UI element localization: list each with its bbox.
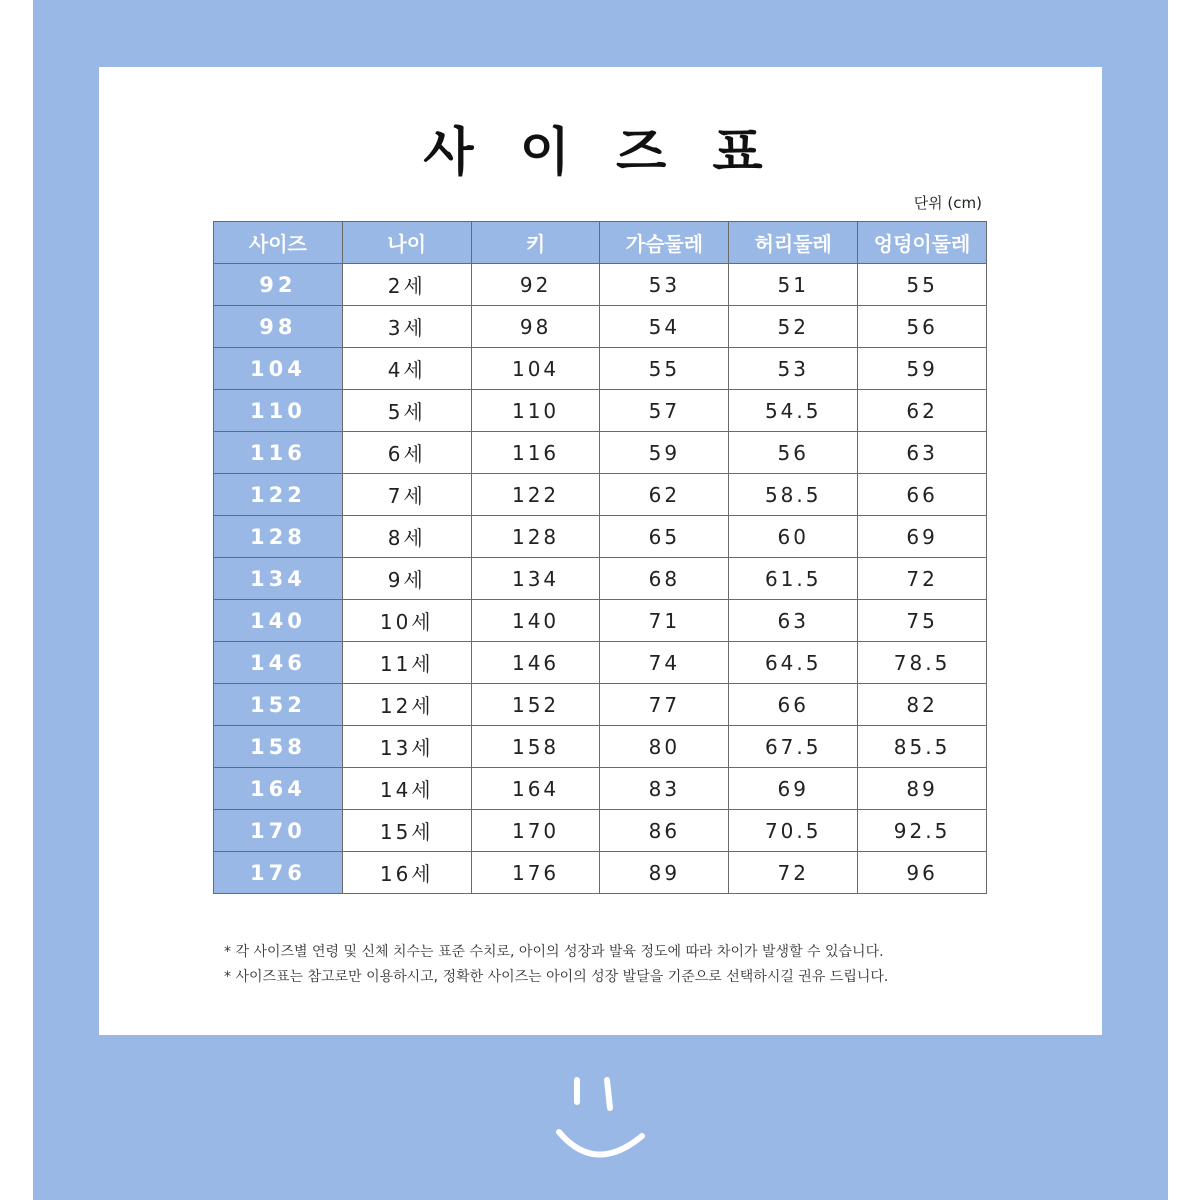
cell-size: 104 — [214, 348, 343, 390]
cell-height: 92 — [471, 264, 600, 306]
header-hip: 엉덩이둘레 — [858, 222, 987, 264]
table-row — [214, 432, 987, 474]
cell-hip: 92.5 — [858, 810, 987, 852]
cell-age: 12세 — [342, 684, 471, 726]
cell-chest: 54 — [600, 306, 729, 348]
cell-hip: 59 — [858, 348, 987, 390]
cell-waist: 52 — [729, 306, 858, 348]
cell-height: 122 — [471, 474, 600, 516]
cell-waist: 60 — [729, 516, 858, 558]
cell-chest: 77 — [600, 684, 729, 726]
cell-chest: 65 — [600, 516, 729, 558]
cell-age: 6세 — [342, 432, 471, 474]
cell-height: 146 — [471, 642, 600, 684]
cell-size: 176 — [214, 852, 343, 894]
cell-height: 104 — [471, 348, 600, 390]
cell-waist: 51 — [729, 264, 858, 306]
cell-size: 122 — [214, 474, 343, 516]
size-table — [213, 221, 987, 894]
cell-hip: 72 — [858, 558, 987, 600]
table-row — [214, 768, 987, 810]
cell-waist: 56 — [729, 432, 858, 474]
page-title: 사 이 즈 표 — [423, 123, 777, 183]
notes — [224, 940, 888, 990]
cell-waist: 70.5 — [729, 810, 858, 852]
table-row — [214, 852, 987, 894]
cell-hip: 82 — [858, 684, 987, 726]
table-row — [214, 810, 987, 852]
cell-waist: 64.5 — [729, 642, 858, 684]
table-body — [214, 264, 987, 894]
cell-chest: 89 — [600, 852, 729, 894]
cell-hip: 96 — [858, 852, 987, 894]
cell-age: 4세 — [342, 348, 471, 390]
cell-size: 152 — [214, 684, 343, 726]
cell-hip: 89 — [858, 768, 987, 810]
cell-height: 116 — [471, 432, 600, 474]
header-waist: 허리둘레 — [729, 222, 858, 264]
cell-size: 134 — [214, 558, 343, 600]
cell-waist: 53 — [729, 348, 858, 390]
cell-height: 98 — [471, 306, 600, 348]
cell-size: 92 — [214, 264, 343, 306]
cell-size: 140 — [214, 600, 343, 642]
cell-height: 134 — [471, 558, 600, 600]
table-row — [214, 516, 987, 558]
cell-size: 158 — [214, 726, 343, 768]
table-row — [214, 474, 987, 516]
cell-height: 140 — [471, 600, 600, 642]
cell-waist: 67.5 — [729, 726, 858, 768]
cell-age: 13세 — [342, 726, 471, 768]
cell-chest: 55 — [600, 348, 729, 390]
header-size: 사이즈 — [214, 222, 343, 264]
smiley-icon — [550, 1070, 650, 1170]
table-row — [214, 642, 987, 684]
table-row — [214, 390, 987, 432]
cell-waist: 61.5 — [729, 558, 858, 600]
table-row — [214, 264, 987, 306]
cell-chest: 68 — [600, 558, 729, 600]
cell-age: 9세 — [342, 558, 471, 600]
table-row — [214, 558, 987, 600]
cell-size: 146 — [214, 642, 343, 684]
cell-chest: 86 — [600, 810, 729, 852]
cell-age: 16세 — [342, 852, 471, 894]
cell-chest: 83 — [600, 768, 729, 810]
cell-size: 110 — [214, 390, 343, 432]
cell-age: 10세 — [342, 600, 471, 642]
cell-waist: 58.5 — [729, 474, 858, 516]
cell-hip: 62 — [858, 390, 987, 432]
cell-waist: 72 — [729, 852, 858, 894]
cell-waist: 66 — [729, 684, 858, 726]
header-height: 키 — [471, 222, 600, 264]
header-age: 나이 — [342, 222, 471, 264]
table-row — [214, 600, 987, 642]
cell-age: 3세 — [342, 306, 471, 348]
cell-height: 170 — [471, 810, 600, 852]
cell-height: 110 — [471, 390, 600, 432]
unit-label: 단위 (cm) — [913, 194, 982, 212]
cell-waist: 63 — [729, 600, 858, 642]
cell-chest: 74 — [600, 642, 729, 684]
table-header-row — [214, 222, 987, 264]
note-line: * 각 사이즈별 연령 및 신체 치수는 표준 수치로, 아이의 성장과 발육 정도에 따라 차이가 발생할 수 있습니다. — [224, 944, 884, 960]
cell-hip: 56 — [858, 306, 987, 348]
cell-height: 128 — [471, 516, 600, 558]
cell-chest: 57 — [600, 390, 729, 432]
cell-age: 2세 — [342, 264, 471, 306]
header-chest: 가슴둘레 — [600, 222, 729, 264]
cell-waist: 54.5 — [729, 390, 858, 432]
cell-chest: 71 — [600, 600, 729, 642]
cell-height: 152 — [471, 684, 600, 726]
cell-hip: 66 — [858, 474, 987, 516]
cell-chest: 62 — [600, 474, 729, 516]
table-row — [214, 348, 987, 390]
cell-hip: 85.5 — [858, 726, 987, 768]
cell-age: 8세 — [342, 516, 471, 558]
cell-height: 176 — [471, 852, 600, 894]
cell-size: 128 — [214, 516, 343, 558]
table-row — [214, 306, 987, 348]
cell-hip: 69 — [858, 516, 987, 558]
cell-chest: 59 — [600, 432, 729, 474]
cell-age: 5세 — [342, 390, 471, 432]
cell-size: 98 — [214, 306, 343, 348]
cell-age: 7세 — [342, 474, 471, 516]
table-row — [214, 684, 987, 726]
note-line: * 사이즈표는 참고로만 이용하시고, 정확한 사이즈는 아이의 성장 발달을 기준으로 선택하시길 권유 드립니다. — [224, 969, 889, 985]
cell-size: 170 — [214, 810, 343, 852]
cell-hip: 63 — [858, 432, 987, 474]
cell-hip: 55 — [858, 264, 987, 306]
cell-age: 14세 — [342, 768, 471, 810]
cell-chest: 53 — [600, 264, 729, 306]
cell-age: 11세 — [342, 642, 471, 684]
cell-age: 15세 — [342, 810, 471, 852]
table-row — [214, 726, 987, 768]
cell-height: 158 — [471, 726, 600, 768]
cell-height: 164 — [471, 768, 600, 810]
cell-hip: 78.5 — [858, 642, 987, 684]
cell-size: 116 — [214, 432, 343, 474]
cell-waist: 69 — [729, 768, 858, 810]
cell-size: 164 — [214, 768, 343, 810]
cell-chest: 80 — [600, 726, 729, 768]
cell-hip: 75 — [858, 600, 987, 642]
